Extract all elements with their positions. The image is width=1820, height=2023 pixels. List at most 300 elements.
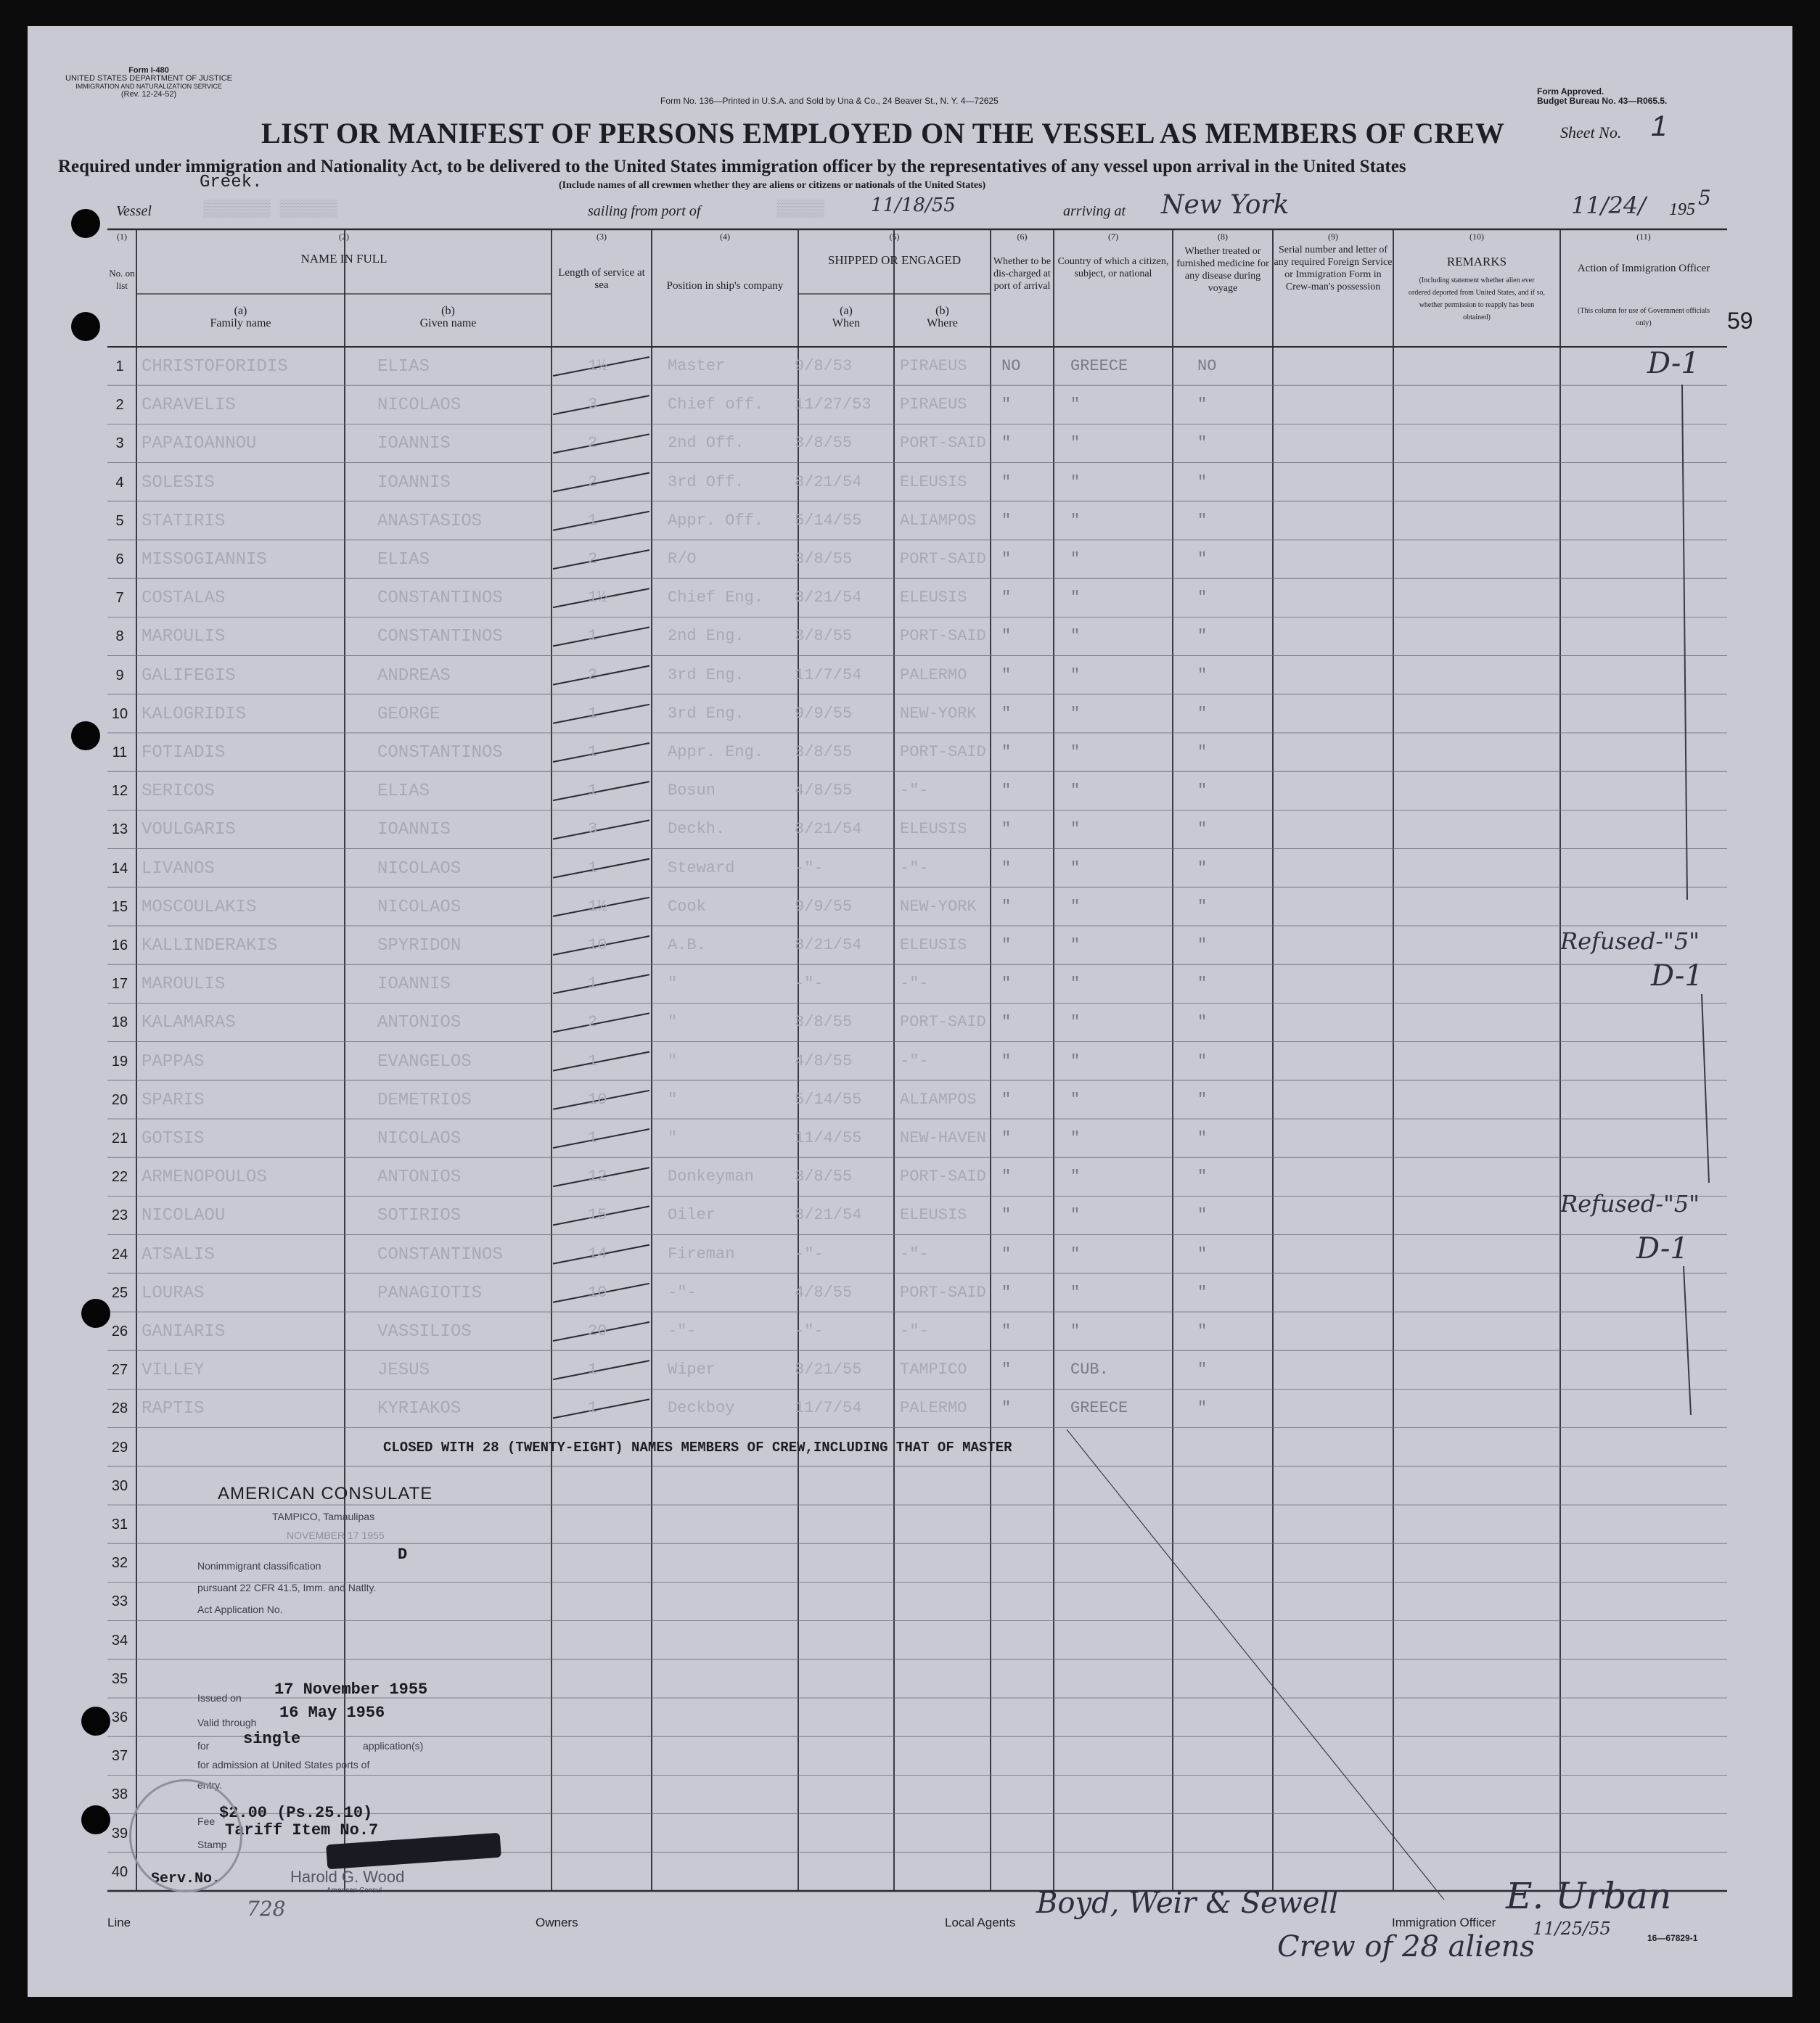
cell-length: 1½ — [588, 897, 607, 916]
cell-family-name: CHRISTOFORIDIS — [142, 357, 288, 377]
grid-line — [1684, 1266, 1691, 1415]
fee-amount: $2.00 (Ps.25.10) — [219, 1804, 373, 1822]
cell-medicine: " — [1197, 1399, 1208, 1418]
row-number: 37 — [111, 1748, 128, 1765]
cell-where: ELEUSIS — [900, 588, 967, 607]
grid-line — [553, 1052, 649, 1071]
cell-discharged: " — [1001, 1283, 1012, 1302]
cell-given-name: JESUS — [377, 1361, 430, 1381]
cell-where: PORT-SAID — [900, 550, 986, 568]
cell-position: R/O — [668, 550, 697, 568]
cell-country: " — [1070, 858, 1081, 877]
header-treated: Whether treated or furnished medicine for any disease during voyage — [1176, 246, 1269, 294]
cell-where: ELEUSIS — [900, 472, 967, 491]
cell-when: 11/7/54 — [795, 665, 862, 684]
closed-statement: CLOSED WITH 28 (TWENTY-EIGHT) NAMES MEMBERS OF CREW,INCLUDING THAT OF MASTER — [383, 1440, 1012, 1456]
cell-family-name: MOSCOULAKIS — [142, 897, 257, 917]
cell-where: PALERMO — [900, 665, 967, 684]
cell-when: 8/21/54 — [795, 1206, 862, 1225]
cell-length: 1 — [588, 511, 598, 530]
row-number: 21 — [111, 1130, 128, 1146]
cell-medicine: " — [1197, 1168, 1208, 1186]
action-mark-refused-1: Refused-"5" — [1560, 927, 1700, 955]
cell-discharged: NO — [1001, 357, 1021, 375]
header-country: Country of which a citizen, subject, or national — [1057, 256, 1169, 279]
header-family-name: (a) Family name — [210, 305, 271, 329]
cell-position: 3rd Eng. — [668, 665, 745, 684]
cell-position: Donkeyman — [668, 1168, 754, 1186]
subtitle-note: (Include names of all crewmen whether they are aliens or citizens or nationals of the United States) — [559, 180, 986, 191]
cell-given-name: NICOLAOS — [377, 1129, 462, 1149]
cell-medicine: " — [1197, 1090, 1208, 1109]
row-number: 34 — [111, 1632, 128, 1649]
header-shipped-or-engaged: SHIPPED OR ENGAGED — [827, 253, 962, 267]
classification-label: Nonimmigrant classification — [197, 1560, 321, 1572]
column-number: (5) — [889, 231, 900, 242]
row-number: 13 — [111, 821, 128, 838]
entry-text: entry. — [197, 1779, 222, 1791]
cell-given-name: CONSTANTINOS — [377, 588, 503, 609]
cell-medicine: " — [1197, 472, 1208, 491]
consulate-name: AMERICAN CONSULATE — [218, 1484, 433, 1503]
action-mark-d1-mid: D-1 — [1651, 959, 1703, 993]
sailing-label: sailing from port of — [588, 203, 701, 219]
cell-position: Appr. Off. — [668, 511, 764, 530]
cell-when: 4/8/55 — [795, 1283, 853, 1302]
cell-length: 1 — [588, 974, 598, 993]
cell-when: 9/8/53 — [795, 357, 853, 375]
row-number: 7 — [115, 590, 124, 607]
grid-line — [1067, 1429, 1444, 1900]
cell-family-name: MISSOGIANNIS — [142, 550, 267, 570]
cell-country: " — [1070, 1051, 1081, 1070]
cell-discharged: " — [1001, 434, 1012, 453]
column-number: (11) — [1636, 231, 1651, 242]
row-number: 19 — [111, 1053, 128, 1070]
cell-position: " — [668, 1090, 678, 1109]
cell-given-name: ANTONIOS — [377, 1013, 462, 1033]
column-number: (2) — [339, 231, 349, 242]
cell-where: ELEUSIS — [900, 1206, 967, 1225]
cell-length: 1 — [588, 858, 598, 877]
cell-where: -"- — [900, 1322, 929, 1340]
grid-line — [553, 666, 649, 685]
cell-length: 10 — [588, 1090, 607, 1109]
cell-country: " — [1070, 1090, 1081, 1109]
valid-date: 16 May 1956 — [279, 1704, 385, 1722]
page-title: LIST OR MANIFEST OF PERSONS EMPLOYED ON THE VESSEL AS MEMBERS OF CREW — [261, 117, 1505, 149]
cell-discharged: " — [1001, 588, 1012, 607]
cell-position: 3rd Eng. — [668, 704, 745, 723]
cell-country: " — [1070, 974, 1081, 993]
cell-medicine: " — [1197, 395, 1208, 414]
cell-medicine: " — [1197, 627, 1208, 646]
cell-family-name: NICOLAOU — [142, 1206, 226, 1226]
cell-medicine: " — [1197, 781, 1208, 800]
cell-where: NEW-HAVEN — [900, 1129, 986, 1147]
officer-date: 11/25/55 — [1533, 1919, 1611, 1939]
subtitle: Required under immigration and Nationality Act, to be delivered to the United States immigration officer by the representatives of any vessel upon arrival in the United States — [58, 157, 1406, 176]
punch-hole — [71, 312, 100, 341]
grid-line — [553, 434, 649, 453]
cell-where: ALIAMPOS — [900, 1090, 977, 1109]
cell-discharged: " — [1001, 1244, 1012, 1263]
cell-country: CUB. — [1070, 1361, 1109, 1379]
row-number: 14 — [111, 860, 128, 877]
cell-position: Steward — [668, 858, 735, 877]
cell-given-name: DEMETRIOS — [377, 1090, 472, 1110]
punch-hole — [81, 1805, 110, 1834]
cell-medicine: " — [1197, 704, 1208, 723]
cell-family-name: MAROULIS — [142, 627, 226, 647]
cell-where: PIRAEUS — [900, 357, 967, 375]
applications-label: application(s) — [363, 1740, 424, 1752]
grid-line — [553, 473, 649, 492]
cell-family-name: COSTALAS — [142, 588, 226, 609]
sheet-label: Sheet No. — [1560, 123, 1622, 141]
fee-label: Fee — [197, 1815, 216, 1827]
cell-given-name: ELIAS — [377, 550, 430, 570]
cell-discharged: " — [1001, 1206, 1012, 1225]
cell-when: -"- — [795, 1244, 824, 1263]
cell-discharged: " — [1001, 665, 1012, 684]
cell-country: " — [1070, 1244, 1081, 1263]
cell-discharged: " — [1001, 1168, 1012, 1186]
row-number: 36 — [111, 1710, 128, 1726]
cell-where: NEW-YORK — [900, 704, 977, 723]
row-number: 40 — [111, 1863, 128, 1880]
column-number: (4) — [720, 231, 730, 242]
cell-medicine: " — [1197, 550, 1208, 568]
cell-medicine: " — [1197, 1129, 1208, 1147]
row-number: 6 — [115, 551, 124, 567]
cell-length: 1 — [588, 1129, 598, 1147]
cell-family-name: VILLEY — [142, 1361, 205, 1381]
cell-length: 20 — [588, 1322, 607, 1340]
cell-length: 15 — [588, 1206, 607, 1225]
footer-officer-label: Immigration Officer — [1392, 1916, 1496, 1929]
cell-where: -"- — [900, 1244, 929, 1263]
action-mark-d1-low: D-1 — [1636, 1232, 1689, 1265]
cell-when: 4/8/55 — [795, 1051, 853, 1070]
grid-line — [553, 781, 649, 800]
cell-discharged: " — [1001, 1090, 1012, 1109]
consul-name: Harold G. Wood — [290, 1868, 405, 1886]
budget-bureau: Budget Bureau No. 43—R065.5. — [1537, 96, 1668, 106]
cell-country: " — [1070, 1168, 1081, 1186]
cell-given-name: ELIAS — [377, 357, 430, 377]
cell-medicine: " — [1197, 820, 1208, 839]
row-number: 29 — [111, 1439, 128, 1456]
header-action: Action of Immigration Officer — [1577, 263, 1710, 274]
consulate-date: NOVEMBER 17 1955 — [287, 1530, 385, 1541]
cell-length: 3 — [588, 395, 598, 414]
header-position: Position in ship's company — [666, 280, 784, 292]
row-number: 16 — [111, 937, 128, 953]
cell-discharged: " — [1001, 704, 1012, 723]
cell-given-name: PANAGIOTIS — [377, 1283, 483, 1303]
cell-length: 2 — [588, 434, 598, 453]
cell-discharged: " — [1001, 1399, 1012, 1418]
header-when: (a) When — [832, 305, 861, 329]
row-number: 17 — [111, 976, 128, 993]
cell-country: " — [1070, 395, 1081, 414]
cell-country: " — [1070, 1206, 1081, 1225]
cell-where: PORT-SAID — [900, 1168, 986, 1186]
cell-medicine: " — [1197, 897, 1208, 916]
classification-letter: D — [398, 1546, 408, 1564]
cell-family-name: SERICOS — [142, 781, 215, 802]
row-number: 31 — [111, 1517, 128, 1532]
cell-given-name: NICOLAOS — [377, 858, 462, 879]
year-suffix: 5 — [1698, 186, 1711, 210]
cell-given-name: EVANGELOS — [377, 1051, 472, 1072]
cell-given-name: ANTONIOS — [377, 1168, 462, 1188]
cell-discharged: " — [1001, 511, 1012, 530]
vessel-name-faded: ▒▒▒▒▒▒▒ ▒▒▒▒▒▒ — [203, 200, 337, 218]
vessel-label: Vessel — [116, 203, 152, 219]
cell-country: " — [1070, 820, 1081, 839]
cell-where: -"- — [900, 1051, 929, 1070]
cell-family-name: SOLESIS — [142, 472, 215, 493]
cell-medicine: " — [1197, 1013, 1208, 1032]
cell-length: 10 — [588, 1283, 607, 1302]
cell-when: -"- — [795, 974, 824, 993]
cell-family-name: KALOGRIDIS — [142, 704, 247, 724]
consulate-city: TAMPICO, Tamaulipas — [272, 1511, 375, 1522]
cell-given-name: ELIAS — [377, 781, 430, 802]
cell-family-name: PAPAIOANNOU — [142, 434, 257, 454]
row-number: 8 — [115, 628, 124, 645]
cell-family-name: LOURAS — [142, 1283, 205, 1303]
column-number: (10) — [1469, 231, 1484, 242]
cell-given-name: CONSTANTINOS — [377, 627, 503, 647]
footer-form-code: 16—67829-1 — [1647, 1933, 1698, 1943]
valid-label: Valid through — [197, 1717, 257, 1728]
cell-where: -"- — [900, 858, 929, 877]
row-number: 35 — [111, 1670, 128, 1687]
row-number: 33 — [111, 1593, 128, 1610]
row-number: 26 — [111, 1324, 128, 1339]
column-number: (6) — [1017, 231, 1028, 242]
cell-length: 1 — [588, 1361, 598, 1379]
punch-hole — [71, 721, 100, 750]
cell-when: 8/21/54 — [795, 588, 862, 607]
cell-given-name: ANASTASIOS — [377, 511, 483, 531]
row-number: 20 — [111, 1091, 128, 1108]
cell-when: 3/8/55 — [795, 627, 853, 646]
row-number: 3 — [115, 435, 124, 452]
header-remarks-note: (Including statement whether alien ever ordered deported from United States, and if so, whether permission to reapply has been obtained) — [1408, 276, 1545, 321]
cell-medicine: " — [1197, 588, 1208, 607]
row-number: 1 — [115, 358, 124, 374]
grid-line — [553, 820, 649, 839]
cell-length: 10 — [588, 936, 607, 954]
margin-number: 59 — [1727, 308, 1753, 334]
issued-date: 17 November 1955 — [274, 1681, 428, 1699]
cell-given-name: NICOLAOS — [377, 395, 462, 416]
grid-line — [553, 705, 649, 723]
cell-family-name: KALAMARAS — [142, 1013, 236, 1033]
cell-family-name: SPARIS — [142, 1090, 205, 1110]
row-number: 11 — [112, 744, 128, 760]
cell-length: 1 — [588, 704, 598, 723]
row-number: 27 — [111, 1362, 128, 1379]
cell-family-name: ATSALIS — [142, 1244, 215, 1265]
cell-position: -"- — [668, 1283, 697, 1302]
row-number: 38 — [111, 1786, 128, 1803]
arriving-label: arriving at — [1063, 203, 1126, 219]
cell-where: PORT-SAID — [900, 1013, 986, 1032]
cell-position: Chief off. — [668, 395, 764, 414]
cell-country: " — [1070, 627, 1081, 646]
pursuant-text: pursuant 22 CFR 41.5, Imm. and Natlty. — [197, 1582, 377, 1593]
revision: (Rev. 12-24-52) — [120, 90, 177, 99]
row-number: 10 — [111, 705, 128, 722]
cell-discharged: " — [1001, 1013, 1012, 1032]
cell-country: " — [1070, 936, 1081, 954]
action-mark-refused-2: Refused-"5" — [1560, 1190, 1700, 1218]
cell-position: Bosun — [668, 781, 716, 800]
punch-hole — [81, 1707, 110, 1736]
entry-type: single — [243, 1730, 301, 1748]
sheet-number: 1 — [1651, 110, 1668, 142]
grid-line — [553, 1013, 649, 1032]
cell-where: TAMPICO — [900, 1361, 967, 1379]
header-given-name: (b) Given name — [419, 305, 477, 329]
cell-discharged: " — [1001, 550, 1012, 568]
row-number: 18 — [111, 1014, 128, 1031]
cell-length: 1 — [588, 627, 598, 646]
row-number: 12 — [111, 783, 128, 800]
cell-discharged: " — [1001, 820, 1012, 839]
cell-position: 2nd Off. — [668, 434, 745, 453]
grid-line — [553, 743, 649, 762]
cell-family-name: ARMENOPOULOS — [142, 1168, 267, 1188]
cell-country: " — [1070, 897, 1081, 916]
cell-when: 11/4/55 — [795, 1129, 862, 1147]
cell-given-name: IOANNIS — [377, 820, 451, 840]
department: UNITED STATES DEPARTMENT OF JUSTICE — [65, 74, 233, 83]
cell-position: Appr. Eng. — [668, 743, 764, 761]
cell-position: A.B. — [668, 936, 706, 954]
form-number: Form I-480 — [128, 66, 169, 75]
sailing-port-faded: ▒▒▒▒▒ — [776, 200, 825, 218]
arrival-date: 11/24/ — [1571, 192, 1646, 219]
row-number: 30 — [111, 1477, 128, 1494]
column-number: (3) — [597, 231, 607, 242]
cell-given-name: ANDREAS — [377, 665, 451, 686]
cell-length: 1 — [588, 781, 598, 800]
grid-line — [1682, 385, 1687, 900]
cell-country: " — [1070, 1322, 1081, 1340]
cell-family-name: GOTSIS — [142, 1129, 205, 1149]
cell-when: 3/8/55 — [795, 743, 853, 761]
grid-line — [553, 1361, 649, 1379]
cell-given-name: IOANNIS — [377, 974, 451, 995]
cell-country: GREECE — [1070, 1399, 1128, 1418]
cell-discharged: " — [1001, 1051, 1012, 1070]
cell-country: " — [1070, 1283, 1081, 1302]
cell-when: 5/14/55 — [795, 1090, 862, 1109]
cell-country: " — [1070, 704, 1081, 723]
cell-when: 8/21/54 — [795, 820, 862, 839]
cell-country: " — [1070, 665, 1081, 684]
cell-position: " — [668, 1051, 678, 1070]
cell-country: " — [1070, 781, 1081, 800]
cell-when: 4/8/55 — [795, 781, 853, 800]
cell-medicine: " — [1197, 511, 1208, 530]
cell-medicine: " — [1197, 1244, 1208, 1263]
cell-family-name: CARAVELIS — [142, 395, 236, 416]
footer-local-agents: Boyd, Weir & Sewell — [1036, 1887, 1339, 1920]
cell-length: 3 — [588, 820, 598, 839]
cell-when: 3/8/55 — [795, 434, 853, 453]
cell-discharged: " — [1001, 858, 1012, 877]
cell-given-name: IOANNIS — [377, 434, 451, 454]
consular-seal — [129, 1779, 242, 1892]
sailing-date: 11/18/55 — [871, 194, 956, 216]
grid-line — [553, 974, 649, 993]
cell-country: " — [1070, 1013, 1081, 1032]
footer-local-agents-label: Local Agents — [945, 1916, 1016, 1929]
footer-owners-label: Owners — [536, 1916, 578, 1929]
cell-position: 2nd Eng. — [668, 627, 745, 646]
row-number: 24 — [111, 1246, 128, 1263]
cell-family-name: FOTIADIS — [142, 743, 226, 763]
cell-where: -"- — [900, 781, 929, 800]
cell-medicine: " — [1197, 434, 1208, 453]
cell-when: 8/21/54 — [795, 472, 862, 491]
cell-country: " — [1070, 743, 1081, 761]
cell-given-name: KYRIAKOS — [377, 1399, 462, 1419]
cell-length: 12 — [588, 1168, 607, 1186]
cell-when: 9/9/55 — [795, 704, 853, 723]
footer-line-label: Line — [107, 1916, 131, 1929]
cell-discharged: " — [1001, 472, 1012, 491]
cell-length: 2 — [588, 550, 598, 568]
cell-discharged: " — [1001, 1361, 1012, 1379]
cell-discharged: " — [1001, 627, 1012, 646]
cell-country: " — [1070, 1129, 1081, 1147]
grid-line — [553, 1399, 649, 1418]
column-number: (1) — [117, 231, 127, 242]
cell-medicine: " — [1197, 1206, 1208, 1225]
row-number: 15 — [111, 898, 128, 915]
row-number: 23 — [111, 1207, 128, 1224]
cell-given-name: IOANNIS — [377, 472, 451, 493]
row-number: 9 — [115, 667, 124, 684]
cell-family-name: GALIFEGIS — [142, 665, 236, 686]
cell-length: 14 — [588, 1244, 607, 1263]
cell-where: NEW-YORK — [900, 897, 977, 916]
column-number: (9) — [1328, 231, 1338, 242]
cell-position: Oiler — [668, 1206, 716, 1225]
row-number: 25 — [111, 1284, 128, 1301]
stamp-label: Stamp — [197, 1839, 227, 1850]
cell-family-name: MAROULIS — [142, 974, 226, 995]
cell-when: 3/8/55 — [795, 1168, 853, 1186]
cell-where: PALERMO — [900, 1399, 967, 1418]
cell-family-name: GANIARIS — [142, 1322, 226, 1342]
cell-discharged: " — [1001, 781, 1012, 800]
row-number: 39 — [111, 1825, 128, 1842]
cell-given-name: NICOLAOS — [377, 897, 462, 917]
header-no-on-list: No. on list — [109, 268, 135, 291]
grid-line — [553, 859, 649, 878]
tariff-item: Tariff Item No.7 — [225, 1821, 379, 1839]
cell-country: " — [1070, 550, 1081, 568]
